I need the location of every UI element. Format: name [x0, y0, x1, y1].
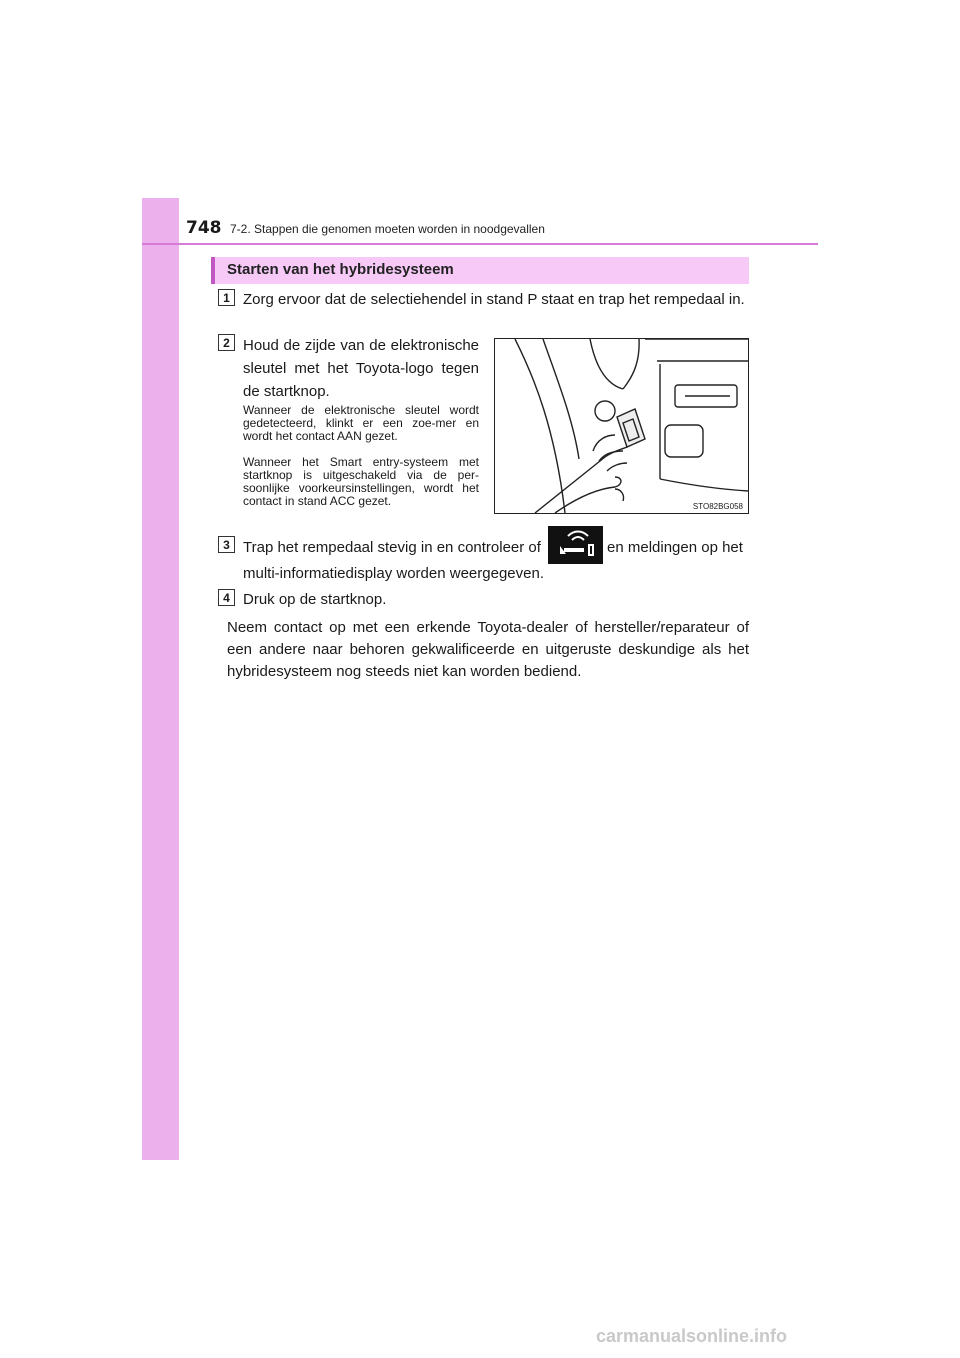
watermark: carmanualsonline.info — [596, 1326, 788, 1346]
section-heading-bar — [211, 257, 749, 284]
header-rule — [142, 243, 818, 245]
step-badge-3: 3 — [218, 536, 235, 553]
step-badge-1: 1 — [218, 289, 235, 306]
key-start-button-illustration — [494, 338, 749, 514]
step-3-text-line2: multi-informatiedisplay worden weergegeven. — [243, 565, 544, 582]
step-1-text: Zorg ervoor dat de selectiehendel in stand P staat en trap het rempedaal in. — [243, 291, 745, 308]
page-number: 748 — [186, 218, 222, 238]
step-2-note-1: Wanneer de elektronische sleutel wordt gedetecteerd, klinkt er een zoe-mer en wordt het contact AAN gezet. — [243, 403, 479, 443]
step-badge-4: 4 — [218, 589, 235, 606]
smart-key-warning-icon — [548, 526, 603, 564]
hand-with-key-icon — [495, 339, 748, 513]
step-4-text: Druk op de startknop. — [243, 591, 387, 608]
step-2-text: Houd de zijde van de elektronische sleutel met het Toyota-logo tegen de startknop. — [243, 337, 479, 400]
step-3-text-before: Trap het rempedaal stevig in en controleer of — [243, 539, 541, 556]
key-signal-icon — [548, 526, 603, 564]
step-3-text-after: en meldingen op het — [607, 539, 743, 556]
contact-dealer-paragraph: Neem contact op met een erkende Toyota-dealer of hersteller/reparateur of een andere naar behoren gekwalificeerde en uitgeruste deskundige als het hybridesysteem nog steeds niet kan worden bediend. — [227, 619, 749, 680]
step-2-note-2: Wanneer het Smart entry-systeem met startknop is uitgeschakeld via de per-soonlijke voorkeursinstellingen, wordt het contact in stand ACC gezet. — [243, 455, 479, 508]
step-badge-2: 2 — [218, 334, 235, 351]
figure-code: STO82BG058 — [692, 502, 743, 511]
chapter-title: 7-2. Stappen die genomen moeten worden in noodgevallen — [230, 222, 545, 236]
chapter-side-strip — [142, 198, 179, 1160]
section-title: Starten van het hybridesysteem — [227, 261, 454, 278]
